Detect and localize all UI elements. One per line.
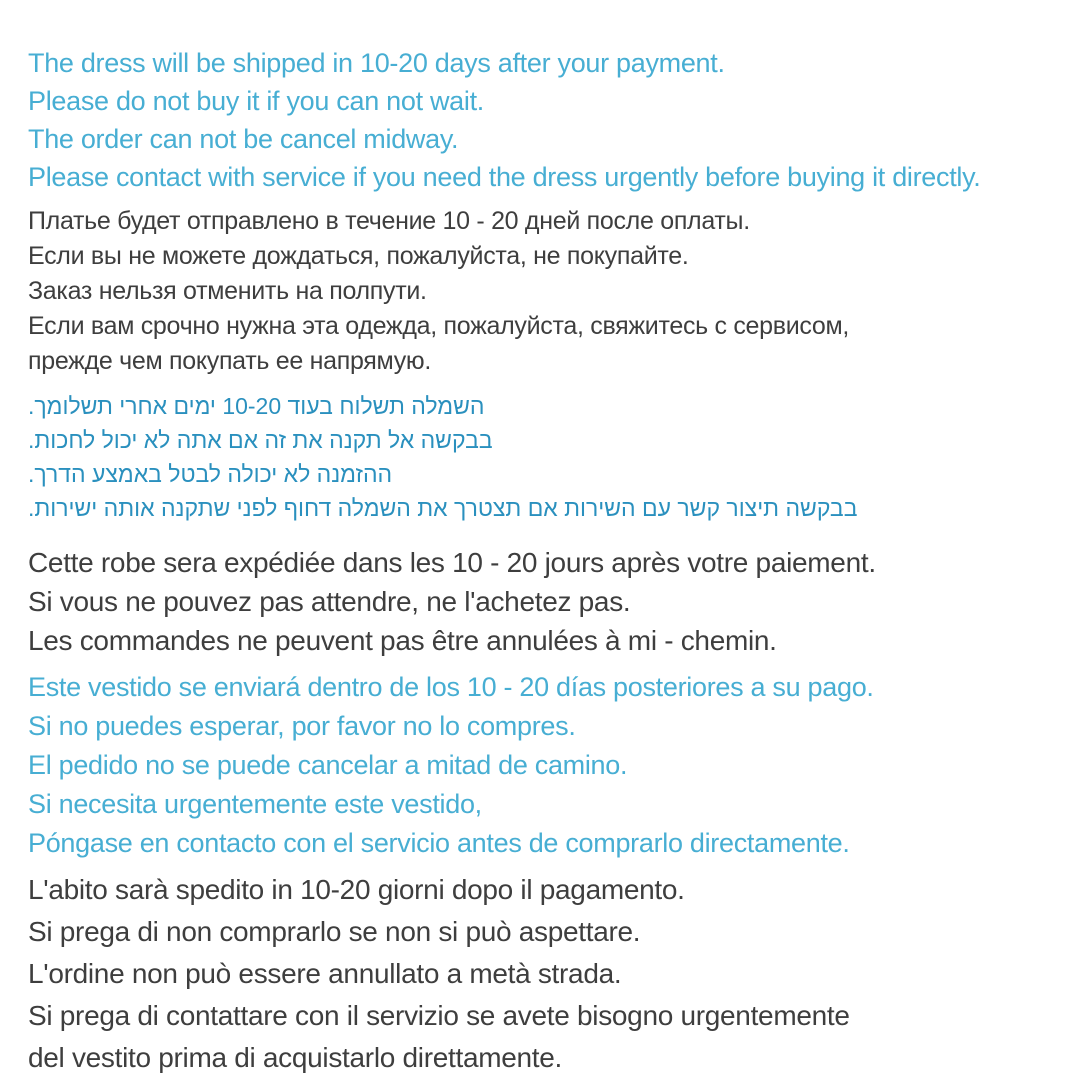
notice-line-spanish-2: Si no puedes esperar, por favor no lo compres. — [28, 711, 576, 741]
notice-line-hebrew-3: ההזמנה לא יכולה לבטל באמצע הדרך. — [28, 461, 393, 487]
notice-line-french-3: Les commandes ne peuvent pas être annulées à mi - chemin. — [28, 625, 777, 656]
notice-line-english-2: Please do not buy it if you can not wait. — [28, 86, 484, 116]
notice-section-italian — [28, 869, 1060, 1079]
notice-line-russian-4: Если вам срочно нужна эта одежда, пожалуйста, свяжитесь с сервисом, — [28, 312, 850, 340]
notice-line-spanish-3: El pedido no se puede cancelar a mitad de camino. — [28, 750, 628, 780]
notice-section-english — [28, 44, 1060, 196]
notice-line-spanish-1: Este vestido se enviará dentro de los 10 - 20 días posteriores a su pago. — [28, 672, 874, 702]
notice-text-block — [28, 44, 1060, 1079]
notice-line-hebrew-1: השמלה תשלוח בעוד 10-20 ימים אחרי תשלומך. — [28, 393, 485, 419]
notice-line-italian-5: del vestito prima di acquistarlo direttamente. — [28, 1042, 563, 1073]
notice-line-english-3: The order can not be cancel midway. — [28, 124, 459, 154]
notice-line-russian-2: Если вы не можете дождаться, пожалуйста, не покупайте. — [28, 242, 689, 270]
notice-line-italian-2: Si prega di non comprarlo se non si può aspettare. — [28, 916, 641, 947]
notice-line-english-1: The dress will be shipped in 10-20 days after your payment. — [28, 48, 725, 78]
notice-line-english-4: Please contact with service if you need the dress urgently before buying it directly. — [28, 162, 981, 192]
notice-line-italian-4: Si prega di contattare con il servizio se avete bisogno urgentemente — [28, 1000, 850, 1031]
notice-line-hebrew-4: בבקשה תיצור קשר עם השירות אם תצטרך את השמלה דחוף לפני שתקנה אותה ישירות. — [28, 495, 858, 521]
notice-section-russian — [28, 204, 1060, 379]
notice-section-hebrew — [28, 389, 1060, 525]
notice-line-spanish-4: Si necesita urgentemente este vestido, — [28, 789, 482, 819]
notice-line-french-1: Cette robe sera expédiée dans les 10 - 20 jours après votre paiement. — [28, 547, 876, 578]
notice-line-russian-1: Платье будет отправлено в течение 10 - 20 дней после оплаты. — [28, 207, 750, 235]
notice-line-hebrew-2: בבקשה אל תקנה את זה אם אתה לא יכול לחכות. — [28, 427, 493, 453]
notice-line-italian-1: L'abito sarà spedito in 10-20 giorni dopo il pagamento. — [28, 874, 685, 905]
notice-section-spanish — [28, 668, 1060, 863]
notice-section-french — [28, 543, 1060, 660]
notice-line-italian-3: L'ordine non può essere annullato a metà strada. — [28, 958, 622, 989]
notice-line-french-2: Si vous ne pouvez pas attendre, ne l'achetez pas. — [28, 586, 631, 617]
notice-line-russian-3: Заказ нельзя отменить на полпути. — [28, 277, 427, 305]
notice-line-spanish-5: Póngase en contacto con el servicio antes de comprarlo directamente. — [28, 828, 850, 858]
notice-line-russian-5: прежде чем покупать ее напрямую. — [28, 347, 431, 375]
